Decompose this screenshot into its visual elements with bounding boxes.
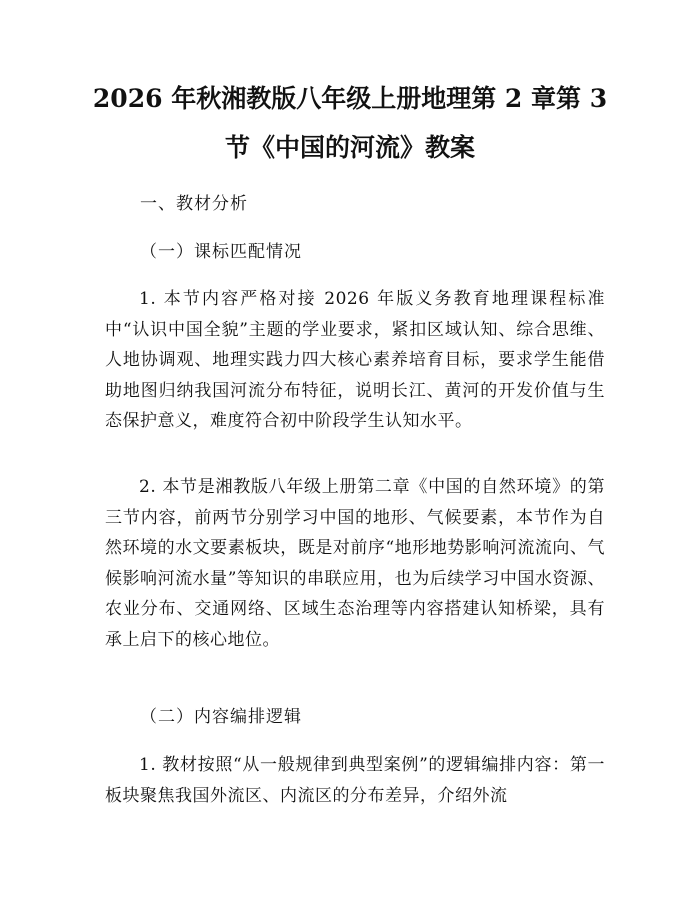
document-title-line-1: 2026 年秋湘教版八年级上册地理第 2 章第 3 bbox=[92, 84, 608, 113]
paragraph-curriculum-standard: 1. 本节内容严格对接 2026 年版义务教育地理课程标准中“认识中国全貌”主题的学业要求，紧扣区域认知、综合思维、人地协调观、地理实践力四大核心素养培育目标，要求学生能借助地图归纳我国河流分布特征，说明长江、黄河的开发价值与生态保护意义，难度符合初中阶段学生认知水平。 bbox=[105, 289, 605, 431]
document-title-line-2: 节《中国的河流》教案 bbox=[224, 133, 475, 162]
section-heading-textbook-analysis: 一、教材分析 bbox=[140, 194, 248, 214]
paragraph-chapter-position: 2. 本节是湘教版八年级上册第二章《中国的自然环境》的第三节内容，前两节分别学习中国的地形、气候要素，本节作为自然环境的水文要素板块，既是对前序“地形地势影响河流流向、气候影响河流水量”等知识的串联应用，也为后续学习中国水资源、农业分布、交通网络、区域生态治理等内容搭建认知桥梁，具有承上启下的核心地位。 bbox=[105, 477, 605, 650]
subsection-heading-content-logic: （二）内容编排逻辑 bbox=[140, 707, 302, 727]
paragraph-content-arrangement: 1. 教材按照“从一般规律到典型案例”的逻辑编排内容：第一板块聚焦我国外流区、内流区的分布差异，介绍外流 bbox=[105, 755, 605, 806]
subsection-heading-curriculum-match: （一）课标匹配情况 bbox=[140, 242, 302, 262]
